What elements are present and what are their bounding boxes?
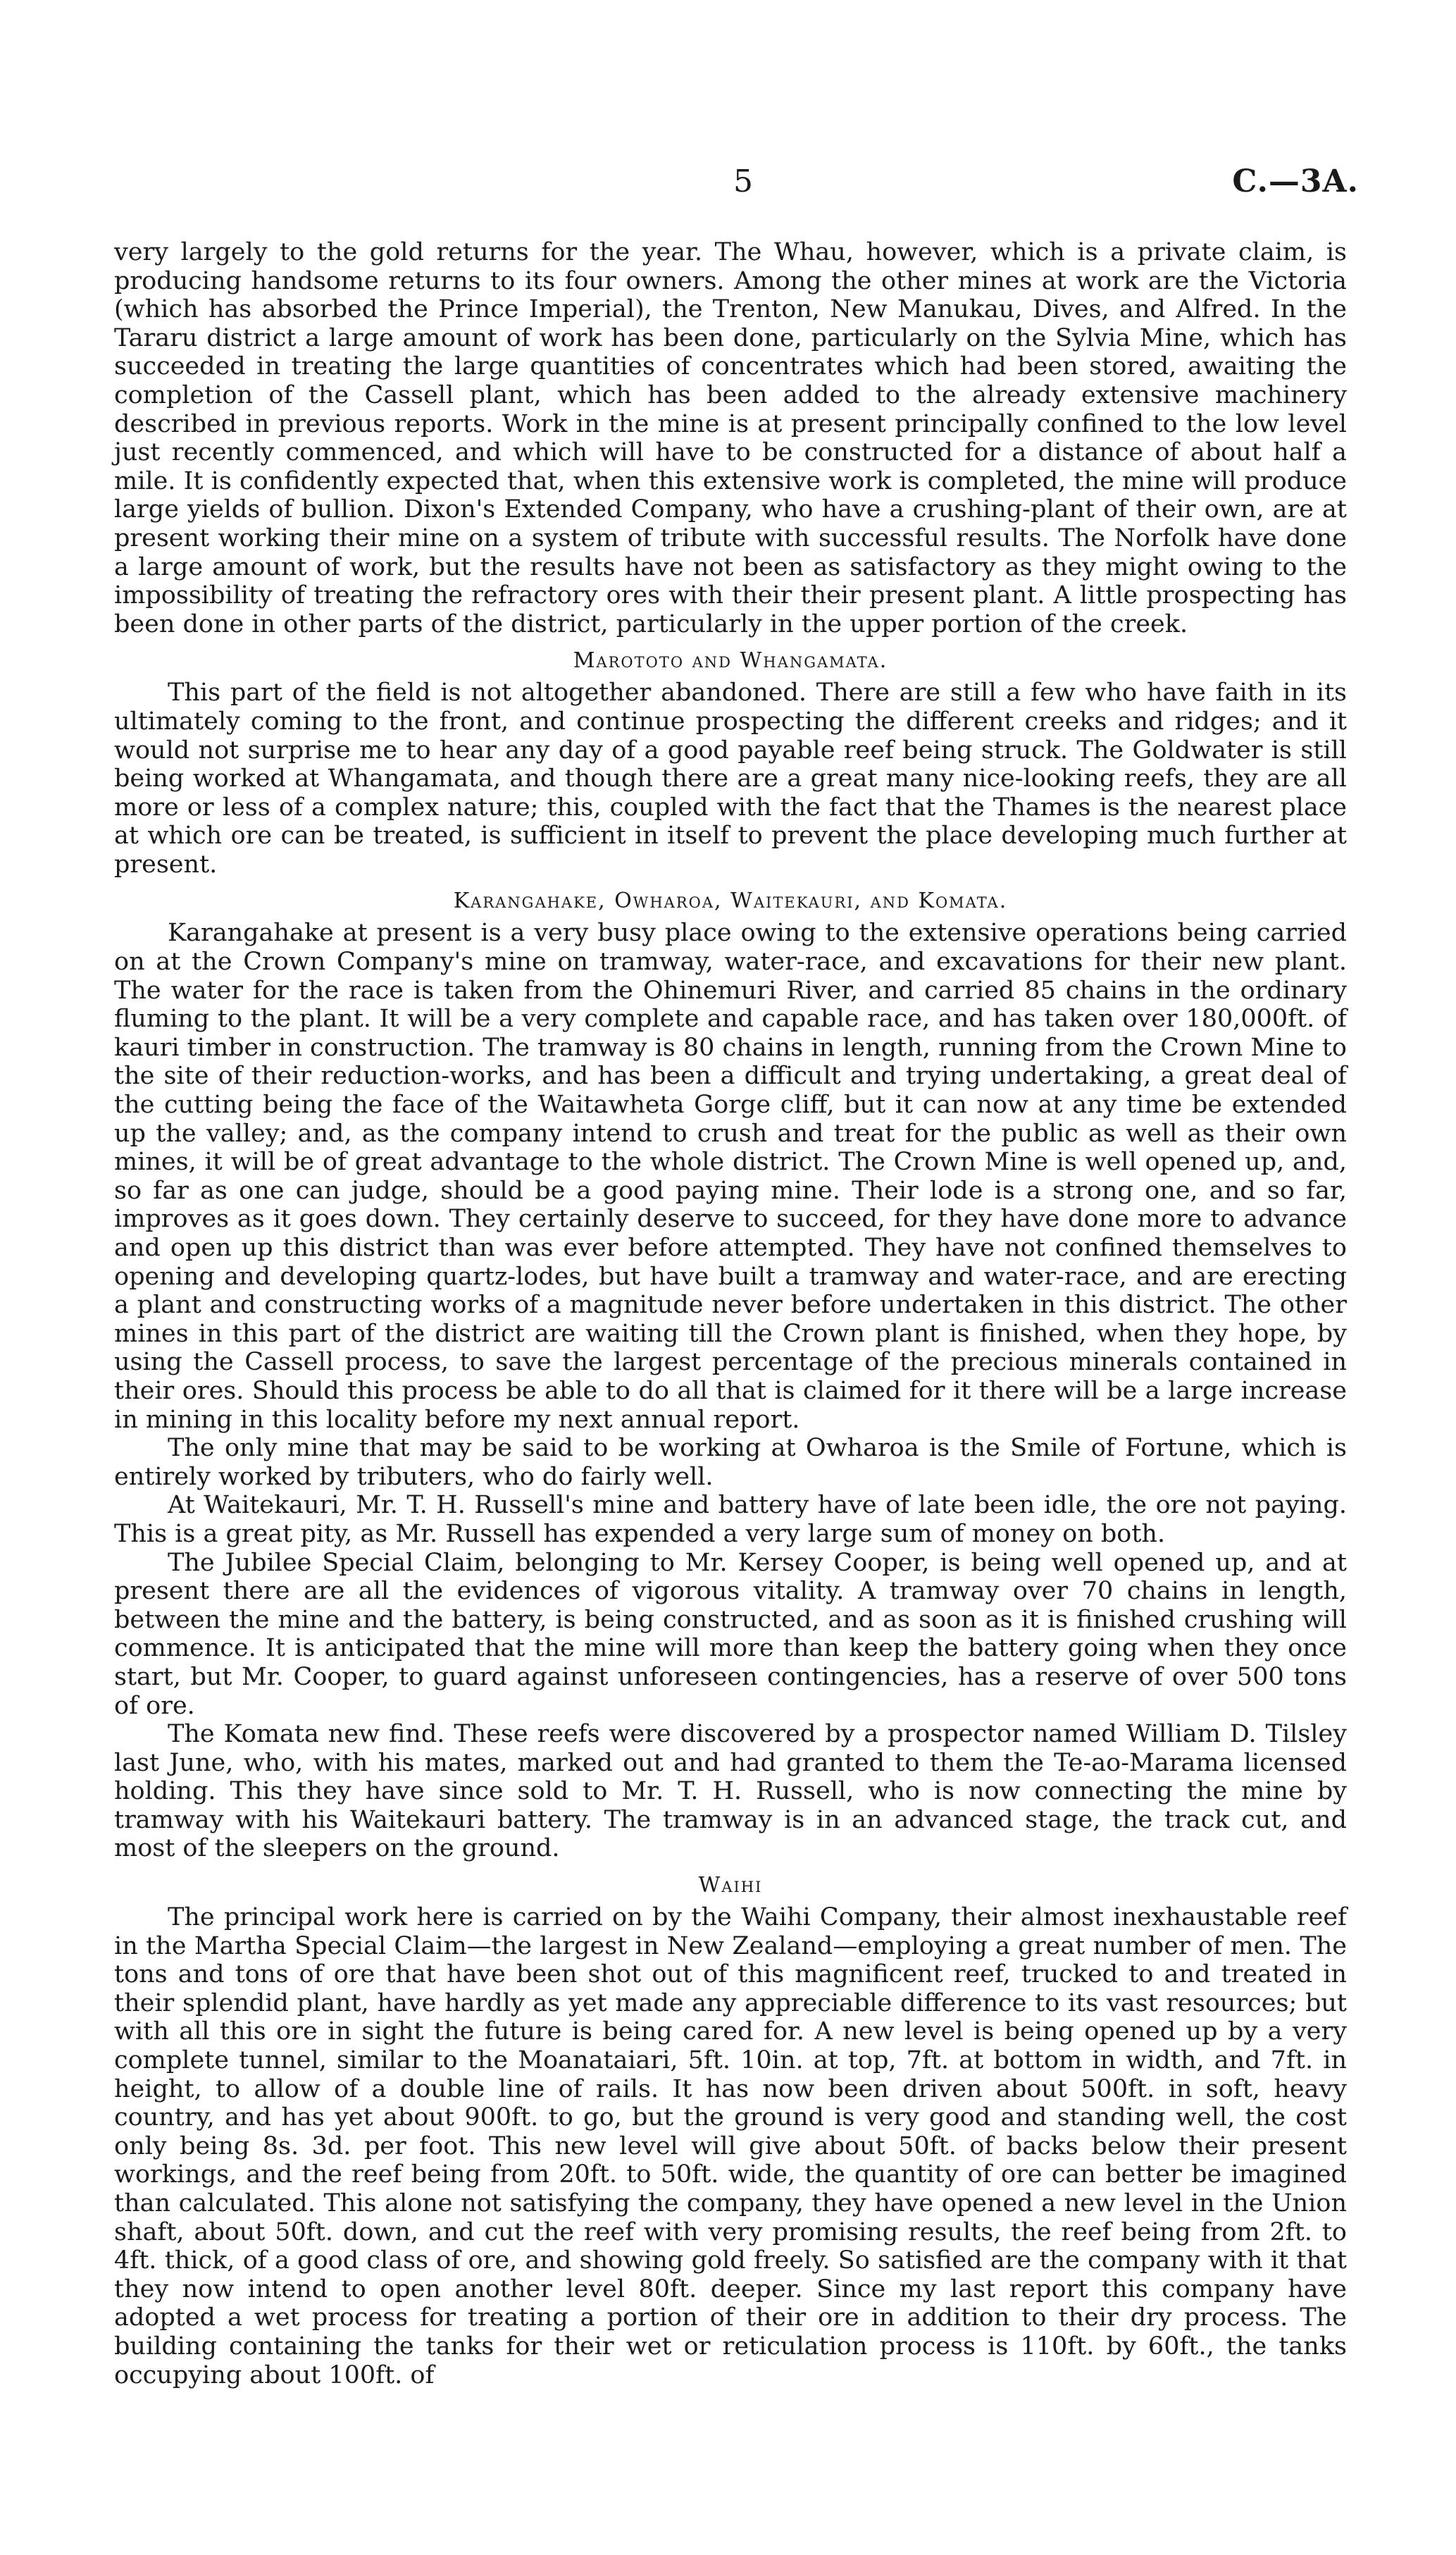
- page-header: [0, 163, 1456, 213]
- section-heading: Karangahake, Owharoa, Waitekauri, and Komata.: [453, 889, 1008, 914]
- section-waihi: [114, 1873, 1347, 2389]
- section-heading: Marototo and Whangamata.: [573, 648, 888, 674]
- paragraph: The principal work here is carried on by the Waihi Company, their almost inexhaustable reef in the Martha Special Claim—the largest in New Zealand—employing a great number of men. The tons and tons of ore that have been shot out of this magnificent reef, trucked to and treated in their splendid plant, have hardly as yet made any appreciable difference to its vast resources; but with all this ore in sight the future is being cared for. A new level is being opened up by a very complete tunnel, similar to the Moanataiari, 5ft. 10in. at top, 7ft. at bottom in width, and 7ft. in height, to allow of a double line of rails. It has now been driven about 500ft. in soft, heavy country, and has yet about 900ft. to go, but the ground is very good and standing well, the cost only being 8s. 3d. per foot. This new level will give about 50ft. of backs below their present workings, and the reef being from 20ft. to 50ft. wide, the quantity of ore can better be imagined than calculated. This alone not satisfying the company, they have opened a new level in the Union shaft, about 50ft. down, and cut the reef with very promising results, the reef being from 2ft. to 4ft. thick, of a good class of ore, and showing gold freely. So satisfied are the company with it that they now intend to open another level 80ft. deeper. Since my last report this company have adopted a wet process for treating a portion of their ore in addition to their dry process. The building containing the tanks for their wet or reticulation process is 110ft. by 60ft., the tanks occupying about 100ft. of: [114, 1903, 1347, 2389]
- document-reference: C.—3A.: [1232, 163, 1359, 199]
- section-heading: Waihi: [698, 1873, 763, 1898]
- paragraph: The Komata new find. These reefs were discovered by a prospector named William D. Tilsley last June, who, with his mates, marked out and had granted to them the Te-ao-Marama licensed holding. This they have since sold to Mr. T. H. Russell, who is now connecting the mine by tramway with his Waitekauri battery. The tramway is in an advanced stage, the track cut, and most of the sleepers on the ground.: [114, 1720, 1347, 1863]
- page-number: 5: [733, 163, 753, 199]
- paragraph: This part of the field is not altogether abandoned. There are still a few who have faith in its ultimately coming to the front, and continue prospecting the different creeks and ridges; and it would not surprise me to hear any day of a good payable reef being struck. The Goldwater is still being worked at Whangamata, and though there are a great many nice-looking reefs, they are all more or less of a complex nature; this, coupled with the fact that the Thames is the nearest place at which ore can be treated, is sufficient in itself to prevent the place developing much further at present.: [114, 679, 1347, 879]
- paragraph: very largely to the gold returns for the year. The Whau, however, which is a private claim, is producing handsome returns to its four owners. Among the other mines at work are the Victoria (which has absorbed the Prince Imperial), the Trenton, New Manukau, Dives, and Alfred. In the Tararu district a large amount of work has been done, particularly on the Sylvia Mine, which has succeeded in treating the large quantities of concentrates which had been stored, awaiting the completion of the Cassell plant, which has been added to the already extensive machinery described in previous reports. Work in the mine is at present principally confined to the low level just recently commenced, and which will have to be constructed for a distance of about half a mile. It is confidently expected that, when this extensive work is completed, the mine will produce large yields of bullion. Dixon's Extended Company, who have a crushing-plant of their own, are at present working their mine on a system of tribute with successful results. The Norfolk have done a large amount of work, but the results have not been as satisfactory as they might owing to the impossibility of treating the refractory ores with their their present plant. A little prospecting has been done in other parts of the district, particularly in the upper portion of the creek.: [114, 238, 1347, 638]
- document-body: [114, 238, 1347, 2389]
- paragraph: At Waitekauri, Mr. T. H. Russell's mine and battery have of late been idle, the ore not paying. This is a great pity, as Mr. Russell has expended a very large sum of money on both.: [114, 1491, 1347, 1548]
- section-marototo-whangamata: [114, 648, 1347, 879]
- paragraph: The Jubilee Special Claim, belonging to Mr. Kersey Cooper, is being well opened up, and at present there are all the evidences of vigorous vitality. A tramway over 70 chains in length, between the mine and the battery, is being constructed, and as soon as it is finished crushing will commence. It is anticipated that the mine will more than keep the battery going when they once start, but Mr. Cooper, to guard against unforeseen contingencies, has a reserve of over 500 tons of ore.: [114, 1548, 1347, 1720]
- paragraph: The only mine that may be said to be working at Owharoa is the Smile of Fortune, which is entirely worked by tributers, who do fairly well.: [114, 1434, 1347, 1491]
- section-thames-continued: [114, 238, 1347, 638]
- section-karangahake: [114, 889, 1347, 1863]
- paragraph: Karangahake at present is a very busy place owing to the extensive operations being carried on at the Crown Company's mine on tramway, water-race, and excavations for their new plant. The water for the race is taken from the Ohinemuri River, and carried 85 chains in the ordinary fluming to the plant. It will be a very complete and capable race, and has taken over 180,000ft. of kauri timber in construction. The tramway is 80 chains in length, running from the Crown Mine to the site of their reduction-works, and has been a difficult and trying undertaking, a great deal of the cutting being the face of the Waitawheta Gorge cliff, but it can now at any time be extended up the valley; and, as the company intend to crush and treat for the public as well as their own mines, it will be of great advantage to the whole district. The Crown Mine is well opened up, and, so far as one can judge, should be a good paying mine. Their lode is a strong one, and so far, improves as it goes down. They certainly deserve to succeed, for they have done more to advance and open up this district than was ever before attempted. They have not confined themselves to opening and developing quartz-lodes, but have built a tramway and water-race, and are erecting a plant and constructing works of a magnitude never before undertaken in this district. The other mines in this part of the district are waiting till the Crown plant is finished, when they hope, by using the Cassell process, to save the largest percentage of the precious minerals contained in their ores. Should this process be able to do all that is claimed for it there will be a large increase in mining in this locality before my next annual report.: [114, 919, 1347, 1434]
